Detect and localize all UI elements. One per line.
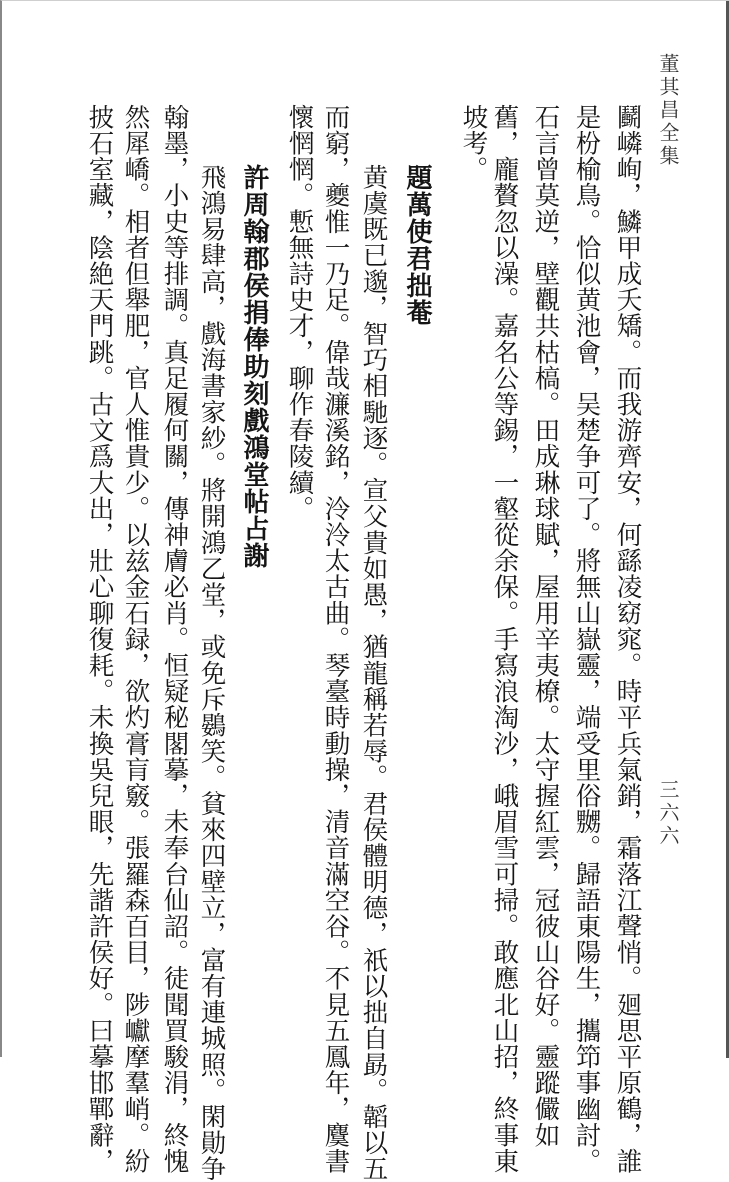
- text-column-8: 而窮，夔惟一乃足。偉哉濂溪銘，泠泠太古曲。琴臺時動操，清音滿空谷。不見五鳳年，麌書: [320, 104, 351, 1175]
- text-column-2: 是枌榆鳥。恰似黄池會，吴楚争可了。將無山嶽靈，端受里俗嬲。歸語東陽生，攜笻事幽討。: [571, 104, 602, 1175]
- text-column-3: 石言曾莫逆，壁觀共枯槁。田成琳球賦，屋用辛夷橑。太守握紅雲，冠彼山谷好。靈蹤儼如: [530, 104, 561, 1148]
- page-number: 三六六: [656, 779, 680, 848]
- text-column-11: 飛鴻易肆高，戲海書家紗。將開鴻乙堂，或免斥鷃笑。貧來四壁立，富有連城照。閑勛争: [196, 164, 227, 1182]
- text-column-12: 翰墨，小史等排調。真足履何關，傳神膚必肖。恒疑秘閣摹，未奉台仙詔。徒聞買駿涓，終愧: [159, 104, 190, 1175]
- poem-title-xu-zhouhan: 許周翰郡侯捐俸助刻戲鴻堂帖占謝: [239, 164, 269, 569]
- text-column-13: 然犀嶠。相者但舉肥，官人惟貴少。以兹金石録，欲灼膏肓竅。張羅森百目，陟巘摩羣峭。紛: [120, 104, 151, 1175]
- text-column-9: 懷惘惘。慙無詩史才，聊作春陵續。: [284, 104, 315, 522]
- text-column-1: 鬬嶙峋，鱗甲成夭矯。而我游齊安，何繇凌窈窕。時平兵氣銷，霜落江聲悄。廻思平原鶴，誰: [612, 104, 643, 1175]
- running-head-book-title: 董其昌全集: [656, 53, 680, 168]
- text-column-14: 披石室藏，陰絶天門跳。古文爲大出，壯心聊復耗。未換吳兒眼，先諧許侯好。曰摹邯鄲辭，: [84, 104, 115, 1175]
- text-column-7: 黄虞既已邈，智巧相馳逐。宣父貴如愚，猶龍稱若辱。君侯體明德，祇以拙自勗。韜以五: [358, 164, 389, 1182]
- text-column-4: 舊，龐贅忽以澡。嘉名公等錫，一壑從余保。手寫浪淘沙，峨眉雪可掃。敢應北山招，終事東: [489, 104, 520, 1175]
- text-column-5: 坡考。: [458, 104, 489, 183]
- poem-title-wan-shijun: 題萬使君拙菴: [402, 164, 432, 326]
